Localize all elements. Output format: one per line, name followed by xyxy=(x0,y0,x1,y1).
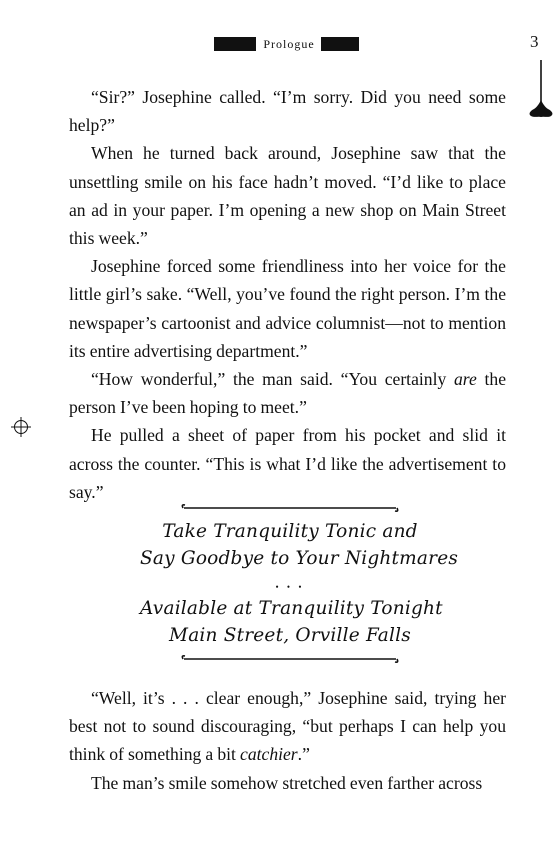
ad-top-rule-icon xyxy=(180,503,400,513)
registration-mark-icon xyxy=(11,417,31,437)
ad-line-1: Take Tranquility Tonic and xyxy=(162,521,418,542)
header-bar-right xyxy=(321,37,359,51)
ad-bottom-rule-icon xyxy=(180,654,400,664)
paragraph-6-end: .” xyxy=(297,744,310,765)
ad-line-3: Available at Tranquility Tonight xyxy=(140,598,443,619)
ad-separator: • • • xyxy=(275,582,305,592)
ad-line-4: Main Street, Orville Falls xyxy=(169,625,411,646)
paragraph-6 xyxy=(69,684,506,769)
page-number: 3 xyxy=(530,32,539,51)
body-text-continued xyxy=(69,684,506,797)
paragraph-4-end: the person I’ve been hoping to meet.” xyxy=(69,369,507,418)
ink-drip-icon xyxy=(526,60,556,124)
advertisement-block xyxy=(140,497,459,667)
body-text xyxy=(69,83,506,506)
header-bar-left xyxy=(214,37,256,51)
paragraph-6-emphasis: catchier xyxy=(240,744,298,765)
paragraph-4-start: “How wonderful,” the man said. “You certainly xyxy=(91,369,454,390)
paragraph-5: He pulled a sheet of paper from his pocket and slid it across the counter. “This is what I’d like the advertisement to say.” xyxy=(69,425,506,502)
paragraph-4-emphasis: are xyxy=(453,369,477,390)
paragraph-2: When he turned back around, Josephine saw that the unsettling smile on his face hadn’t moved. “I’d like to place an ad in your paper. I’m opening a new shop on Main Street this week.” xyxy=(69,143,506,249)
paragraph-4 xyxy=(69,365,506,421)
paragraph-6-start: “Well, it’s . . . clear enough,” Josephine said, trying her best not to sound discouraging, “but perhaps I can help you think of something a bit xyxy=(69,688,506,765)
ad-line-2: Say Goodbye to Your Nightmares xyxy=(140,548,459,569)
chapter-title: Prologue xyxy=(263,37,315,51)
paragraph-7: The man’s smile somehow stretched even farther across xyxy=(91,772,483,793)
paragraph-3: Josephine forced some friendliness into her voice for the little girl’s sake. “Well, you’ve found the right person. I’m the newspaper’s cartoonist and advice columnist—not to mention its entire advertising department.” xyxy=(69,256,506,361)
running-header xyxy=(0,36,560,52)
paragraph-1: “Sir?” Josephine called. “I’m sorry. Did you need some help?” xyxy=(69,87,506,136)
